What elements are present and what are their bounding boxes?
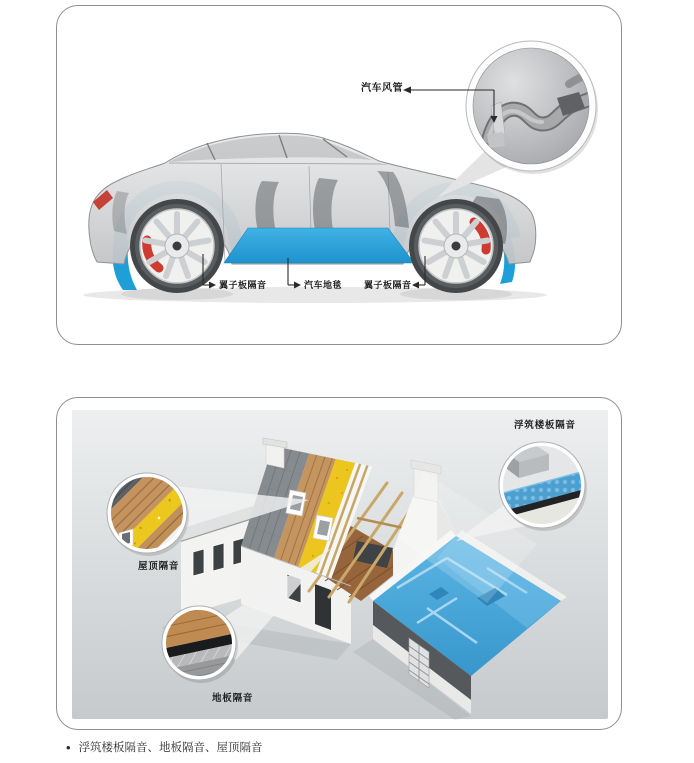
label-floor: 地板隔音 <box>212 693 254 704</box>
rear-wheel <box>130 199 224 293</box>
label-carpet: 汽车地毯 <box>304 280 343 290</box>
bullet-icon: • <box>66 739 71 755</box>
carpet-highlight <box>224 228 414 263</box>
label-floating-floor: 浮筑楼板隔音 <box>514 420 576 431</box>
car-diagram-panel <box>56 5 622 345</box>
label-fender-left: 翼子板隔音 <box>219 280 267 290</box>
label-fender-right: 翼子板隔音 <box>364 280 412 290</box>
house-diagram-panel <box>56 397 622 730</box>
footer-text: 浮筑楼板隔音、地板隔音、屋顶隔音 <box>78 742 263 754</box>
chimney-left <box>263 438 287 468</box>
front-wheel <box>409 199 503 293</box>
car-illustration <box>57 6 622 345</box>
air-duct-inset <box>437 41 607 198</box>
label-air-duct: 汽车风管 <box>361 83 403 94</box>
label-roof: 屋顶隔音 <box>138 561 180 572</box>
footer-note <box>66 739 263 755</box>
